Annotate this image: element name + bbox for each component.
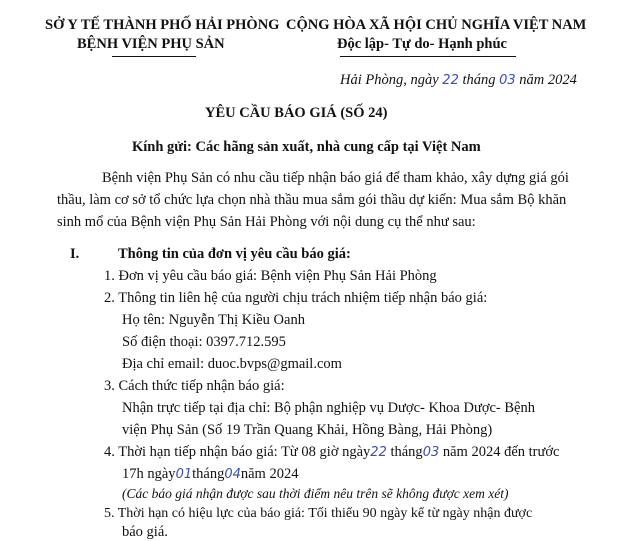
item-4-line-2 [122,466,298,483]
item-2: 2. Thông tin liên hệ của người chịu trách nhiệm tiếp nhận báo giá: [104,290,488,306]
section-numeral: I. [70,246,80,262]
date-month: 03 [499,73,516,88]
intro-line-3: sinh mổ của Bệnh viện Phụ Sản Hải Phòng với nội dung cụ thể như sau: [57,214,476,230]
item-4-text-d: 17h ngày [122,466,176,482]
intro-line-2: thầu, làm cơ sở tổ chức lựa chọn nhà thầu mua sắm gói thầu dự kiến: Mua sắm Bộ khăn [57,192,567,208]
item-4-day: 22 [370,445,387,460]
item-3-line-2: viện Phụ Sản (Số 19 Trần Quang Khải, Hồng Bàng, Hải Phòng) [122,422,493,438]
item-5-visible: 5. Thời hạn có hiệu lực của báo giá: Tối thiểu 90 ngày kể từ ngày nhận được [104,506,533,521]
issuer-department: SỞ Y TẾ THÀNH PHỐ HẢI PHÒNG [45,17,280,33]
item-4-month: 03 [422,445,440,460]
issuer-hospital: BỆNH VIỆN PHỤ SẢN [77,36,225,52]
national-motto: Độc lập- Tự do- Hạnh phúc [337,36,507,52]
intro-line-1: Bệnh viện Phụ Sản có nhu cầu tiếp nhận báo giá để tham khảo, xây dựng giá gói [102,170,569,186]
item-4 [104,444,559,461]
item-4-text-b: tháng [390,444,423,460]
issuer-underline [112,56,196,57]
recipient-line: Kính gửi: Các hãng sản xuất, nhà cung cấp tại Việt Nam [132,139,481,155]
date-prefix: Hải Phòng, ngày [340,72,439,88]
contact-email: Địa chỉ email: duoc.bvps@gmail.com [122,356,342,372]
national-title: CỘNG HÒA XÃ HỘI CHỦ NGHĨA VIỆT NAM [286,17,587,33]
item-3-line-1: Nhận trực tiếp tại địa chỉ: Bộ phận nghiệp vụ Dược- Khoa Dược- Bệnh [122,400,535,416]
contact-phone: Số điện thoại: 0397.712.595 [122,334,286,350]
date-year: năm 2024 [519,72,577,88]
item-3: 3. Cách thức tiếp nhận báo giá: [104,378,285,394]
item-4-day-2: 01 [175,467,193,482]
item-4-text-e: tháng [192,466,225,482]
motto-underline [340,56,516,57]
section-heading: Thông tin của đơn vị yêu cầu báo giá: [118,246,351,262]
item-5-line-2: báo giá. [122,524,168,540]
item-4-text-a: 4. Thời hạn tiếp nhận báo giá: Từ 08 giờ ngày [104,444,371,460]
item-4-note: (Các báo giá nhận được sau thời điểm nêu trên sẽ không được xem xét) [122,486,509,501]
item-4-text-c: năm 2024 đến trước [442,444,560,460]
item-1: 1. Đơn vị yêu cầu báo giá: Bệnh viện Phụ Sản Hải Phòng [104,268,437,284]
date-month-label: tháng [462,72,496,88]
contact-name: Họ tên: Nguyễn Thị Kiều Oanh [122,312,305,328]
date-line [340,72,577,89]
item-4-text-f: năm 2024 [240,466,299,482]
date-day: 22 [442,73,459,88]
item-4-month-2: 04 [224,467,241,482]
document-title: YÊU CẦU BÁO GIÁ (SỐ 24) [205,105,388,121]
